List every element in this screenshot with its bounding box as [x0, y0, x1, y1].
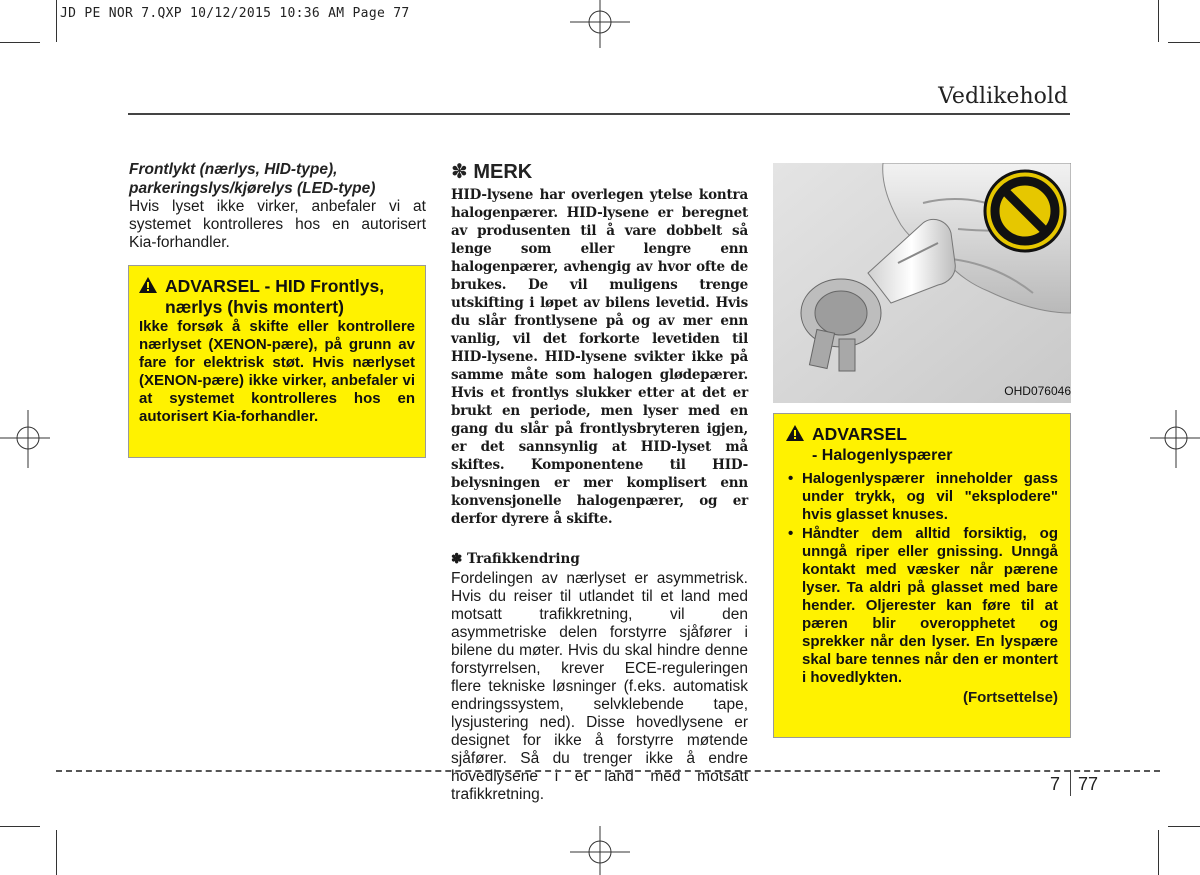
left-body-text: Hvis lyset ikke virker, anbefaler vi at systemet kontrolleres hos en autorisert Kia-forhandler. [129, 198, 426, 251]
left-subheading-line1: Frontlykt (nærlys, HID-type), [129, 161, 338, 178]
warning-title-halogen-line1: ADVARSEL [812, 424, 907, 444]
warning-box-hid [128, 265, 426, 458]
traffic-heading: ✽ Trafikkendring [451, 551, 580, 567]
chapter-number: 7 [1050, 774, 1061, 794]
warning-body-hid: Ikke forsøk å skifte eller kontrollere nærlyset (XENON-pære), på grunn av fare for elektrisk støt. Hvis nærlyset (XENON-pære) ikke virker, anbefaler vi at systemet kontrolleres hos en autorisert Kia-forhandler. [139, 318, 415, 425]
warning-title-halogen-line2: - Halogenlyspærer [812, 447, 953, 464]
section-title: Vedlikehold [938, 84, 1068, 109]
merk-heading: ✽ MERK [451, 161, 533, 183]
warning-title-halogen [786, 424, 1058, 466]
warning-triangle-icon [786, 425, 804, 441]
warning-title-hid [139, 276, 415, 318]
left-subheading [129, 160, 426, 198]
middle-column [451, 160, 748, 804]
print-header: JD PE NOR 7.QXP 10/12/2015 10:36 AM Page 77 [60, 6, 410, 21]
warning-box-halogen [773, 413, 1071, 738]
figure-code: OHD076046 [1004, 384, 1071, 398]
prohibition-icon [985, 171, 1065, 251]
left-column [129, 160, 426, 252]
page-number-divider [1070, 770, 1071, 796]
warning-triangle-icon [139, 277, 157, 293]
figure-bulb-handling [773, 163, 1071, 403]
page-number: 77 [1078, 774, 1099, 794]
warning-bullet-list [786, 470, 1058, 687]
continued-label: (Fortsettelse) [962, 689, 1058, 706]
warning-title-hid-line1: ADVARSEL - HID Frontlys, [165, 276, 385, 296]
merk-body-text: HID-lysene har overlegen ytelse kontra halogenpærer. HID-lysene er beregnet av produsenten til å vare dobbelt så lenge som eller lengre enn halogenpærer, avhengig av hvor ofte de brukes. De vil muligens trenge utskifting i løpet av bilens levetid. Hvis du slår frontlysene på og av mer enn vanlig, vil det forkorte levetiden til HID-lysene. HID-lysene svikter ikke på samme måte som halogen glødepærer. Hvis et frontlys slukker etter at det er brukt en periode, men lyser med en gang du slår på frontlysbryteren igjen, er det sannsynlig at HID-lyset må skiftes. Komponentene til HID-belysningen er mer komplisert enn konvensjonelle halogenpærer, og er derfor dyrere å skifte. [451, 187, 748, 527]
warning-bullet: • Halogenlyspærer inneholder gass under trykk, og vil "eksplodere" hvis glasset knuses. [802, 470, 1058, 524]
warning-bullet: • Håndter dem alltid forsiktig, og unngå riper eller gnissing. Unngå kontakt med væsker når pærene lyser. Ta aldri på glasset med bare hender. Oljerester kan føre til at pæren blir overopphetet og sprekker når den lyser. En lyspære skal bare tennes når den er montert i hovedlykten. [802, 525, 1058, 687]
footer-rule [56, 770, 1160, 772]
header-rule [128, 113, 1070, 115]
warning-title-hid-line2: nærlys (hvis montert) [165, 297, 344, 317]
traffic-body-text: Fordelingen av nærlyset er asymmetrisk. Hvis du reiser til utlandet til et land med motsatt trafikkretning, vil den asymmetriske delen forstyrre sjåfører i bilene du møter. Hvis du skal hindre denne forstyrrelsen, krever ECE-reguleringen flere tekniske løsninger (f.eks. automatisk endringssystem, selvklebende tape, lysjustering ned). Disse hovedlysene er designet for ikke å forstyrre møtende sjåfører. Så du trenger ikke å endre hovedlysene i et land med motsatt trafikkretning. [451, 570, 748, 803]
left-subheading-line2: parkeringslys/kjørelys (LED-type) [129, 180, 376, 197]
hand-holding-bulb-illustration [773, 163, 1071, 403]
